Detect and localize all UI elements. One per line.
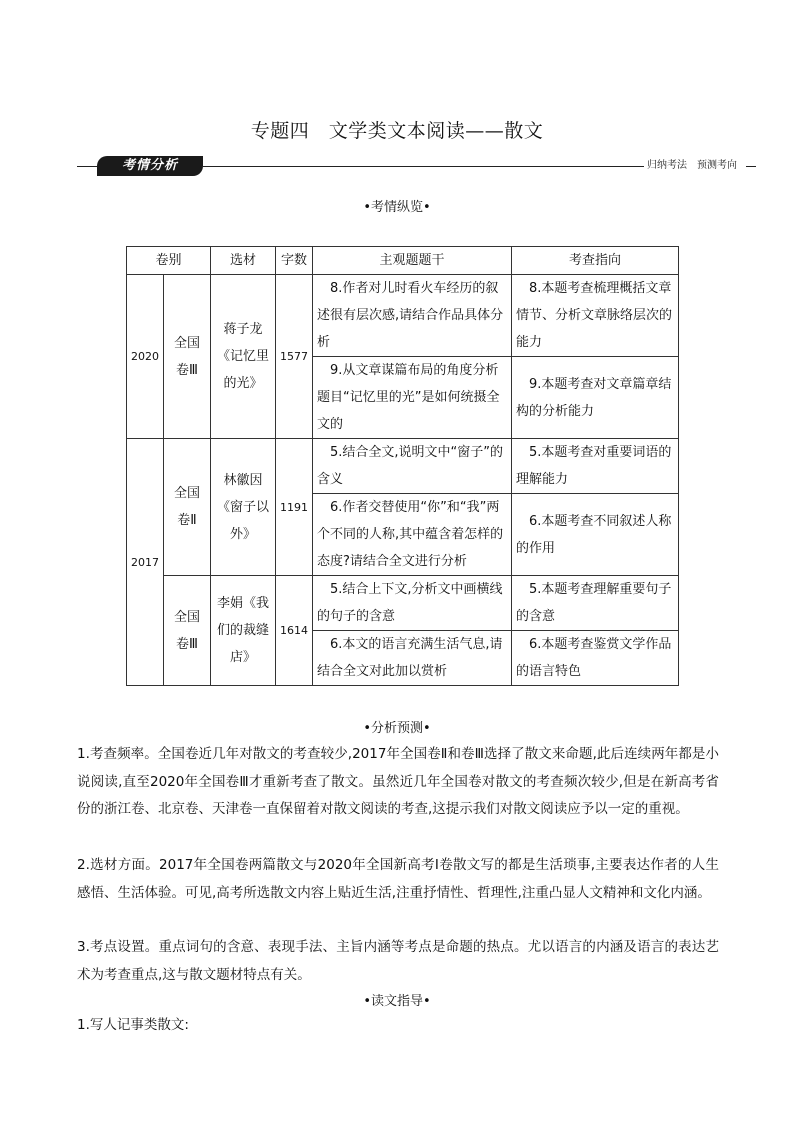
table-row <box>127 576 679 631</box>
question-stem-cell: 9.从文章谋篇布局的角度分析题目“记忆里的光”是如何统摄全文的 <box>313 357 512 439</box>
question-focus-cell: 5.本题考查理解重要句子的含意 <box>512 576 679 631</box>
paper-cell: 全国卷Ⅲ <box>164 576 211 686</box>
word-count-cell: 1577 <box>276 275 313 439</box>
table-header-row <box>127 247 679 275</box>
section-heading-overview: •考情纵览• <box>363 200 431 215</box>
material-cell: 林徽因《窗子以外》 <box>211 439 276 576</box>
analysis-paragraph-3: 3.考点设置。重点词句的含意、表现手法、主旨内涵等考点是命题的热点。尤以语言的内涵及语言的表达艺术为考查重点,这与散文题材特点有关。 <box>77 939 719 983</box>
reading-guide-item-1: 1.写人记事类散文: <box>77 1017 189 1033</box>
material-cell: 李娟《我们的裁缝店》 <box>211 576 276 686</box>
banner-rule-middle <box>203 166 644 167</box>
header-cell: 选材 <box>211 247 276 275</box>
section-heading-analysis: •分析预测• <box>363 721 431 736</box>
table-row <box>127 275 679 357</box>
question-focus-cell: 6.本题考查鉴赏文学作品的语言特色 <box>512 631 679 686</box>
question-stem-cell: 8.作者对儿时看火车经历的叙述很有层次感,请结合作品具体分析 <box>313 275 512 357</box>
banner-right-label: 归纳考法 预测考向 <box>644 159 740 173</box>
question-focus-cell: 5.本题考查对重要词语的理解能力 <box>512 439 679 494</box>
overview-table <box>126 246 679 686</box>
question-focus-cell: 9.本题考查对文章篇章结构的分析能力 <box>512 357 679 439</box>
header-cell: 字数 <box>276 247 313 275</box>
question-stem-cell: 5.结合全文,说明文中“窗子”的含义 <box>313 439 512 494</box>
banner-tab: 考情分析 <box>97 156 203 176</box>
analysis-paragraph-1: 1.考查频率。全国卷近几年对散文的考查较少,2017年全国卷Ⅱ和卷Ⅲ选择了散文来命题,此后连续两年都是小说阅读,直至2020年全国卷Ⅲ才重新考查了散文。虽然近几年全国卷对散文的考查频次较少,但是在新高考省份的浙江卷、北京卷、天津卷一直保留着对散文阅读的考查,这提示我们对散文阅读应予以一定的重视。 <box>77 746 719 817</box>
analysis-paragraph-2: 2.选材方面。2017年全国卷两篇散文与2020年全国新高考Ⅰ卷散文写的都是生活琐事,主要表达作者的人生感悟、生活体验。可见,高考所选散文内容上贴近生活,注重抒情性、哲理性,注重凸显人文精神和文化内涵。 <box>77 857 719 901</box>
banner-rule-right <box>746 166 756 167</box>
question-stem-cell: 6.作者交替使用“你”和“我”两个不同的人称,其中蕴含着怎样的态度?请结合全文进行分析 <box>313 494 512 576</box>
question-focus-cell: 8.本题考查梳理概括文章情节、分析文章脉络层次的能力 <box>512 275 679 357</box>
question-focus-cell: 6.本题考查不同叙述人称的作用 <box>512 494 679 576</box>
table-row <box>127 439 679 494</box>
year-cell: 2017 <box>127 439 164 686</box>
question-stem-cell: 5.结合上下文,分析文中画横线的句子的含意 <box>313 576 512 631</box>
word-count-cell: 1191 <box>276 439 313 576</box>
paper-cell: 全国卷Ⅲ <box>164 275 211 439</box>
section-heading-reading-guide: •读文指导• <box>363 994 431 1009</box>
header-cell: 卷别 <box>127 247 211 275</box>
banner-rule-left <box>77 166 97 167</box>
header-cell: 考查指向 <box>512 247 679 275</box>
page-title: 专题四 文学类文本阅读——散文 <box>250 120 544 142</box>
question-stem-cell: 6.本文的语言充满生活气息,请结合全文对此加以赏析 <box>313 631 512 686</box>
header-cell: 主观题题干 <box>313 247 512 275</box>
word-count-cell: 1614 <box>276 576 313 686</box>
material-cell: 蒋子龙《记忆里的光》 <box>211 275 276 439</box>
paper-cell: 全国卷Ⅱ <box>164 439 211 576</box>
year-cell: 2020 <box>127 275 164 439</box>
